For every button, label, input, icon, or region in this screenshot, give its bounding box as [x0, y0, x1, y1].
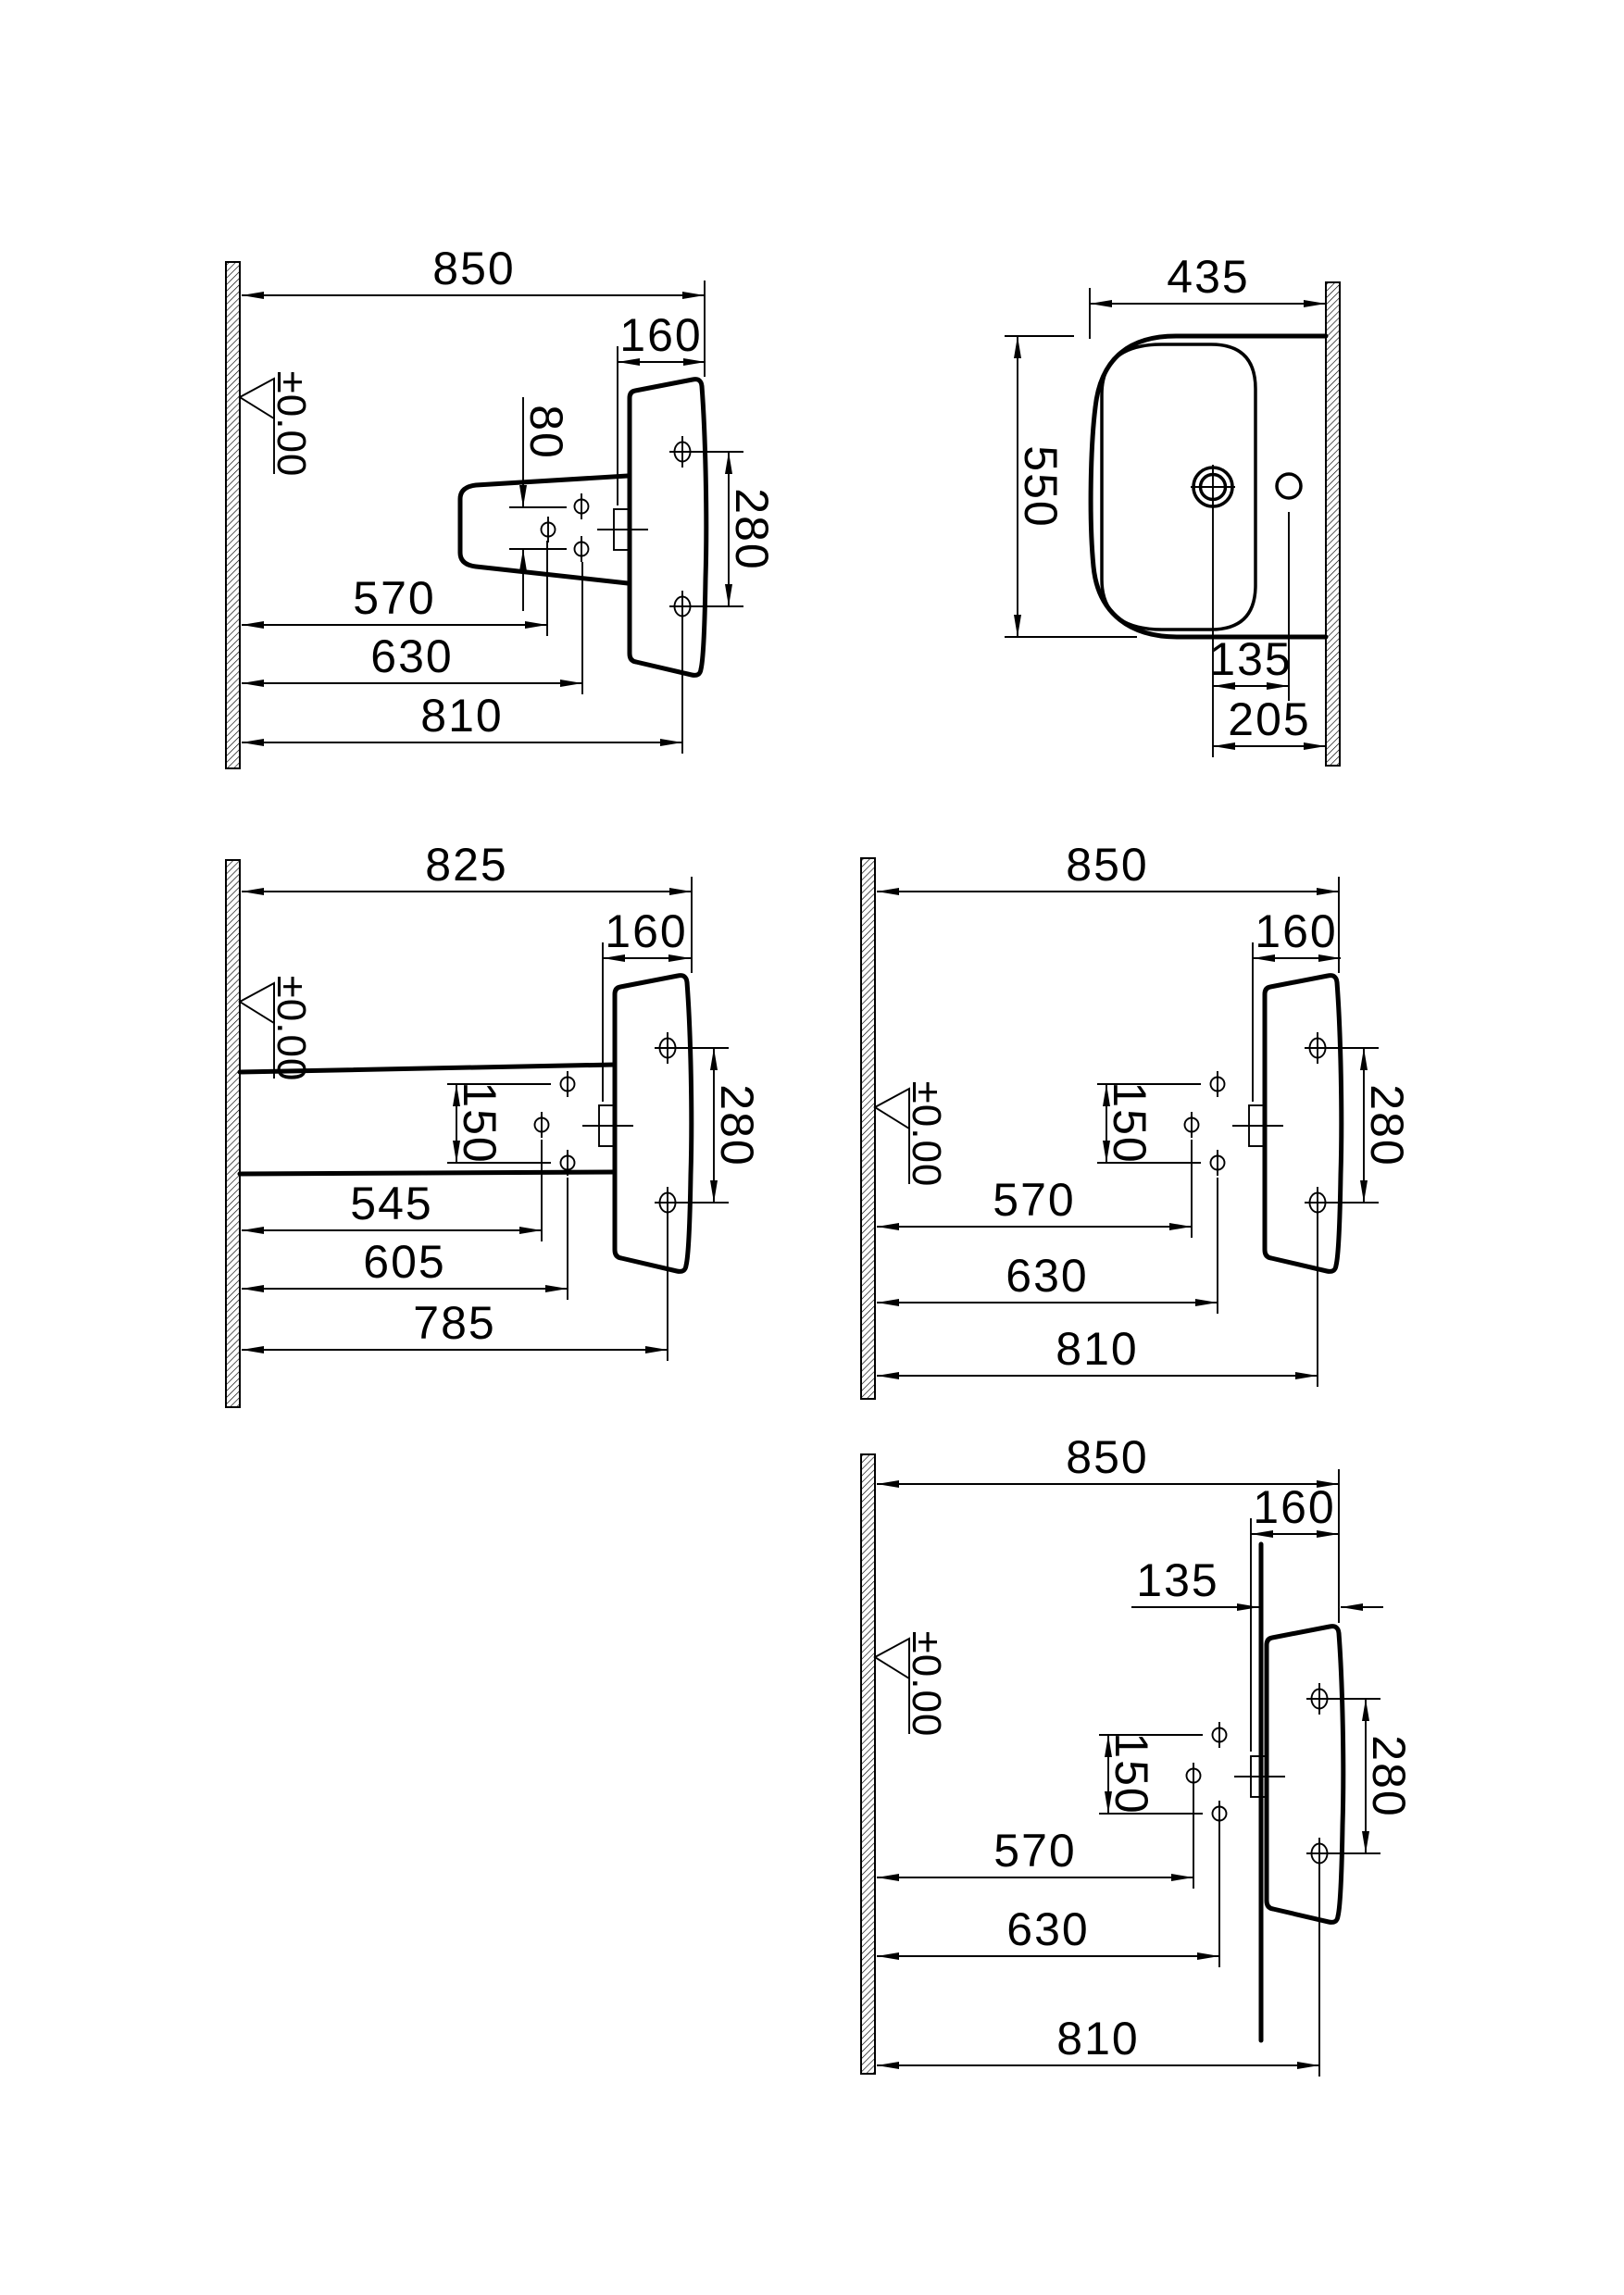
dim-80-label: 80 [520, 405, 572, 460]
dim-605-label: 605 [363, 1236, 446, 1288]
dim-550 [1005, 336, 1137, 637]
dim-160 [1251, 1481, 1339, 1752]
view-side-panel [861, 1431, 1415, 2077]
dim-850-label: 850 [1066, 1431, 1149, 1483]
dim-570 [242, 541, 547, 636]
dim-630-label: 630 [1006, 1250, 1089, 1302]
dim-630-label: 630 [370, 630, 454, 682]
dim-435-label: 435 [1167, 251, 1250, 303]
dim-570-label: 570 [993, 1825, 1077, 1877]
level-label: ±0.00 [904, 1080, 949, 1188]
view-side-shelf [226, 839, 763, 1407]
dim-135-label: 135 [1209, 633, 1293, 685]
dim-160-label: 160 [1253, 1481, 1336, 1533]
dim-135 [1209, 633, 1292, 686]
view-side-plain [861, 839, 1413, 1399]
wall-section [861, 1454, 875, 2074]
dim-810 [242, 622, 682, 754]
installation-drawing: 150 ±0.00 850 80 570 630 810 435 550 135 205 ±0.00 825 545 605 785 ±0.00 850 570 630 810 ±0.00 850 160 135 570 630 810 [0, 0, 1624, 2295]
dim-550-label: 550 [1015, 445, 1067, 529]
dim-205 [1213, 693, 1326, 746]
dim-135-label: 135 [1136, 1554, 1219, 1606]
level-label: ±0.00 [904, 1630, 949, 1738]
shelf-bottom-edge [240, 1172, 615, 1174]
dim-810-label: 810 [420, 690, 504, 742]
view-plan [1005, 251, 1340, 766]
level-label: ±0.00 [269, 370, 314, 478]
dim-205-label: 205 [1228, 693, 1311, 745]
wall-section [226, 860, 240, 1407]
view-side-bracket [226, 243, 778, 768]
dim-435 [1090, 251, 1326, 339]
dim-570-label: 570 [993, 1174, 1076, 1226]
dim-570-label: 570 [353, 572, 436, 624]
dim-825-label: 825 [425, 839, 508, 891]
level-label: ±0.00 [269, 975, 314, 1082]
dim-850-label: 850 [1066, 839, 1149, 891]
wall-section [226, 262, 240, 768]
dim-630-label: 630 [1006, 1903, 1090, 1955]
dim-810-label: 810 [1056, 1323, 1139, 1375]
dim-785-label: 785 [413, 1297, 496, 1349]
dim-810-label: 810 [1056, 2013, 1140, 2064]
dim-545-label: 545 [350, 1178, 433, 1229]
dim-810 [877, 1868, 1319, 2077]
dim-80 [509, 397, 572, 611]
dim-135 [1131, 1554, 1383, 1607]
dim-850-label: 850 [432, 243, 516, 294]
wall-section [1326, 282, 1340, 766]
wall-section [861, 858, 875, 1399]
